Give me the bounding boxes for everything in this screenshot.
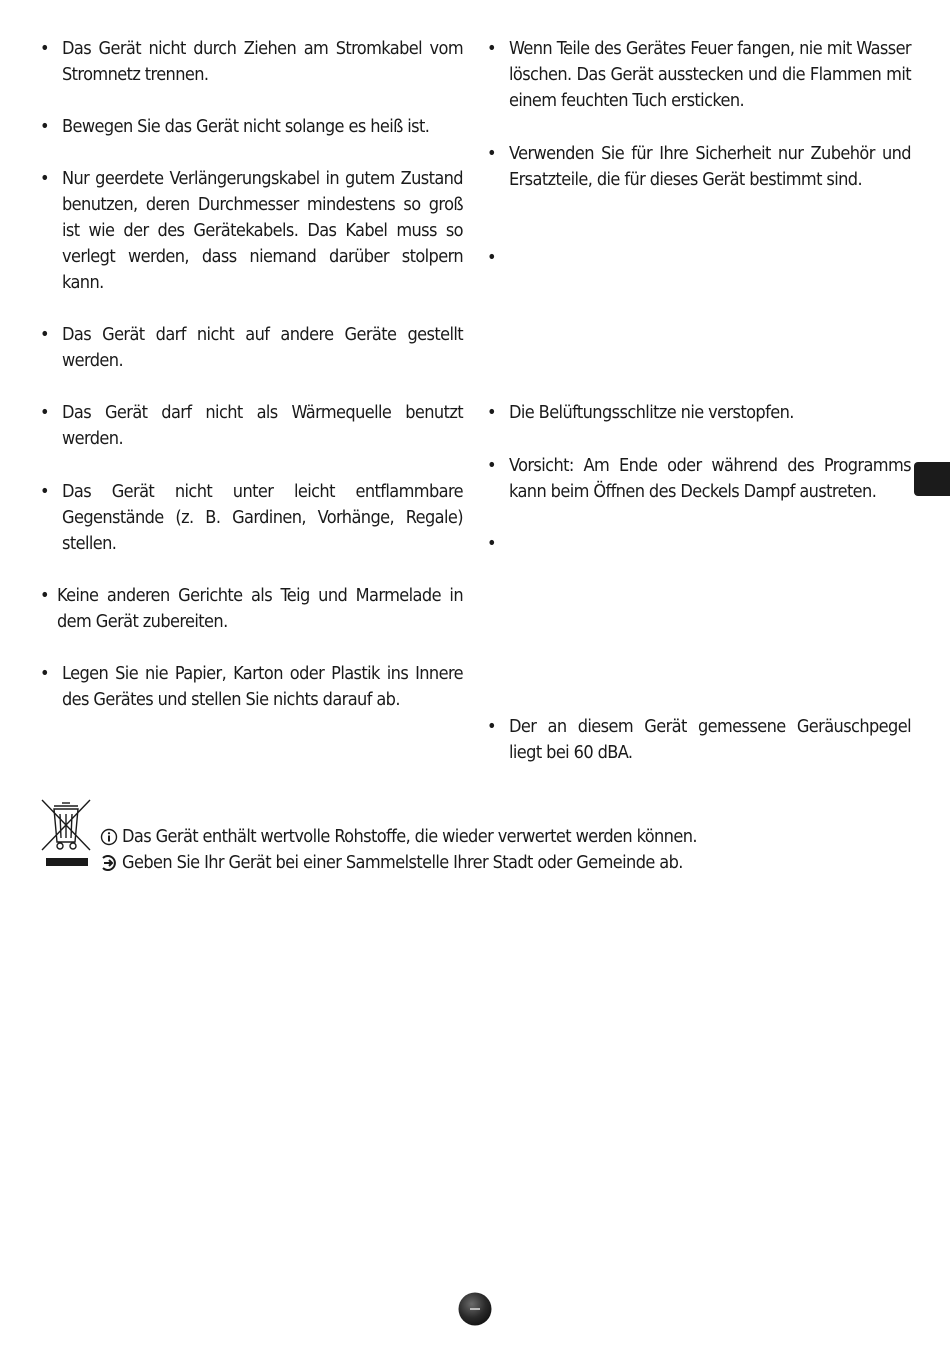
- item-text: Vorsicht: Am Ende oder während des Programms kann beim Öffnen des Deckels Dampf austreten.: [509, 455, 911, 502]
- item-text: Keine anderen Gerichte als Teig und Marmelade in dem Gerät zubereiten.: [57, 585, 463, 632]
- recycling-action-line: [100, 850, 683, 876]
- recycling-info-text: Das Gerät enthält wertvolle Rohstoffe, die wieder verwertet werden können.: [122, 826, 697, 847]
- crossed-out-wheelie-bin-icon: [40, 798, 92, 868]
- bullet: •: [487, 455, 497, 476]
- bullet: •: [487, 38, 497, 59]
- bullet: •: [40, 585, 50, 606]
- language-tab-marker: [914, 462, 950, 496]
- safety-item: [487, 453, 911, 505]
- bullet: •: [40, 663, 50, 684]
- recycling-info-line: [100, 824, 697, 850]
- bullet: •: [487, 247, 497, 268]
- arrow-circle-icon: [100, 854, 118, 872]
- bullet: •: [40, 402, 50, 423]
- safety-item: [40, 322, 463, 374]
- info-circle-icon: [100, 828, 118, 846]
- bullet: •: [487, 143, 497, 164]
- page-marker-icon: [458, 1292, 492, 1326]
- bullet: •: [40, 116, 50, 137]
- item-text: Bewegen Sie das Gerät nicht solange es heiß ist.: [62, 116, 430, 137]
- item-text: Das Gerät nicht unter leicht entflammbare Gegenstände (z. B. Gardinen, Vorhänge, Regale) stellen.: [62, 481, 463, 554]
- safety-item: [487, 36, 911, 114]
- safety-item: [40, 166, 463, 296]
- item-text: Das Gerät nicht durch Ziehen am Stromkabel vom Stromnetz trennen.: [62, 38, 463, 85]
- safety-item: [40, 583, 463, 635]
- item-text: Legen Sie nie Papier, Karton oder Plastik ins Innere des Gerätes und stellen Sie nichts darauf ab.: [62, 663, 463, 710]
- safety-item: [40, 114, 463, 140]
- recycling-action-text: Geben Sie Ihr Gerät bei einer Sammelstelle Ihrer Stadt oder Gemeinde ab.: [122, 852, 683, 873]
- safety-item: [487, 400, 911, 426]
- bullet: •: [40, 481, 50, 502]
- bullet: •: [487, 533, 497, 554]
- safety-item: [40, 479, 463, 557]
- safety-item: [40, 400, 463, 452]
- bullet: •: [40, 38, 50, 59]
- safety-item: [40, 36, 463, 88]
- bullet: •: [40, 168, 50, 189]
- item-text: Wenn Teile des Gerätes Feuer fangen, nie mit Wasser löschen. Das Gerät ausstecken und die Flammen mit einem feuchten Tuch ersticken.: [509, 38, 911, 111]
- bullet: •: [487, 716, 497, 737]
- item-text: Verwenden Sie für Ihre Sicherheit nur Zubehör und Ersatzteile, die für dieses Gerät bestimmt sind.: [509, 143, 911, 190]
- item-text: Der an diesem Gerät gemessene Geräuschpegel liegt bei 60 dBA.: [509, 716, 911, 763]
- item-text: Das Gerät darf nicht auf andere Geräte gestellt werden.: [62, 324, 463, 371]
- safety-item: [487, 141, 911, 193]
- item-text: Das Gerät darf nicht als Wärmequelle benutzt werden.: [62, 402, 463, 449]
- item-text: Die Belüftungsschlitze nie verstopfen.: [509, 402, 794, 423]
- bullet: •: [487, 402, 497, 423]
- safety-item: [40, 661, 463, 713]
- item-text: Nur geerdete Verlängerungskabel in gutem Zustand benutzen, deren Durchmesser mindestens so groß ist wie der des Gerätekabels. Das Kabel muss so verlegt werden, dass niemand darüber stolpern kann.: [62, 168, 463, 293]
- bullet: •: [40, 324, 50, 345]
- safety-item: [487, 714, 911, 766]
